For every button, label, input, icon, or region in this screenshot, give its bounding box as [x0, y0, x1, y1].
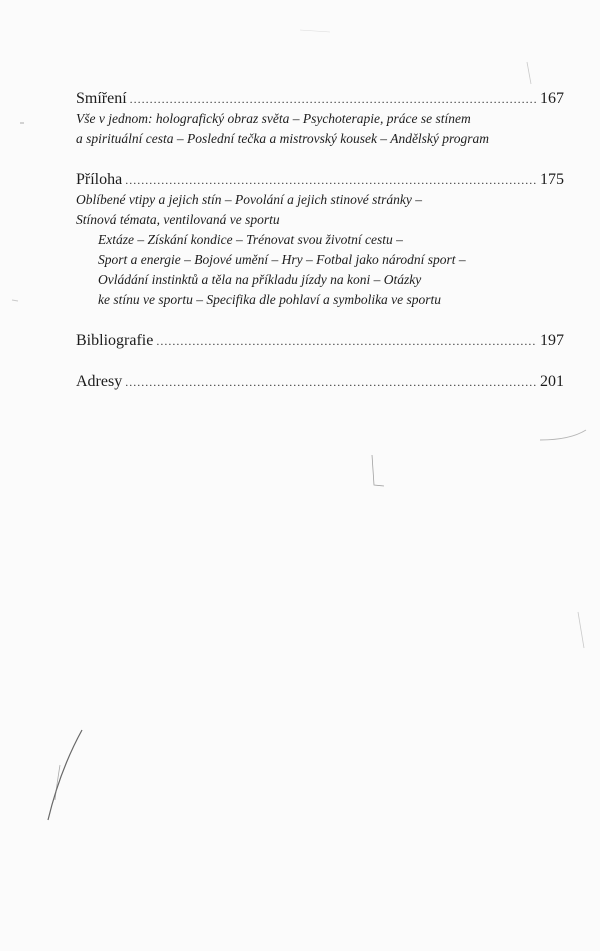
dot-leader — [125, 170, 537, 190]
toc-subtopics-indented-line: Sport a energie – Bojové umění – Hry – Fotbal jako národní sport – — [98, 252, 466, 267]
toc-entry-smireni — [76, 89, 564, 149]
toc-entry-adresy — [76, 372, 564, 392]
toc-entry-heading — [76, 89, 564, 109]
toc-page-number: 167 — [540, 90, 564, 107]
toc-subtopics-indented-line: ke stínu ve sportu – Specifika dle pohlaví a symbolika ve sportu — [98, 292, 442, 307]
toc-entry-heading — [76, 170, 564, 190]
toc-entry-heading — [76, 331, 564, 351]
toc-entry-priloha — [76, 170, 564, 310]
toc-subtopics-line: a spirituální cesta – Poslední tečka a mistrovský kousek – Andělský program — [76, 131, 490, 146]
toc-subtopics-line: Stínová témata, ventilovaná ve sportu — [76, 212, 280, 227]
toc-entry-title: Smíření — [76, 90, 127, 107]
toc-subtopics-indented-line: Ovládání instinktů a těla na příkladu jízdy na koni – Otázky — [98, 272, 422, 287]
toc-page-number: 175 — [540, 171, 564, 188]
toc-page-number: 201 — [540, 373, 564, 390]
toc-entry-bibliografie — [76, 331, 564, 351]
dot-leader — [130, 89, 537, 109]
toc-entry-title: Bibliografie — [76, 332, 154, 349]
toc-entry-title: Adresy — [76, 373, 123, 390]
dot-leader — [156, 331, 537, 351]
dot-leader — [125, 372, 537, 392]
toc-entry-heading — [76, 372, 564, 392]
toc-subtopics-line: Oblíbené vtipy a jejich stín – Povolání a jejich stinové stránky – — [76, 192, 423, 207]
toc-page-number: 197 — [540, 332, 564, 349]
toc-subtopics-indented-line: Extáze – Získání kondice – Trénovat svou životní cestu – — [98, 232, 403, 247]
toc-subtopics-line: Vše v jednom: holografický obraz světa – Psychoterapie, práce se stínem — [76, 111, 471, 126]
toc-entry-title: Příloha — [76, 171, 123, 188]
